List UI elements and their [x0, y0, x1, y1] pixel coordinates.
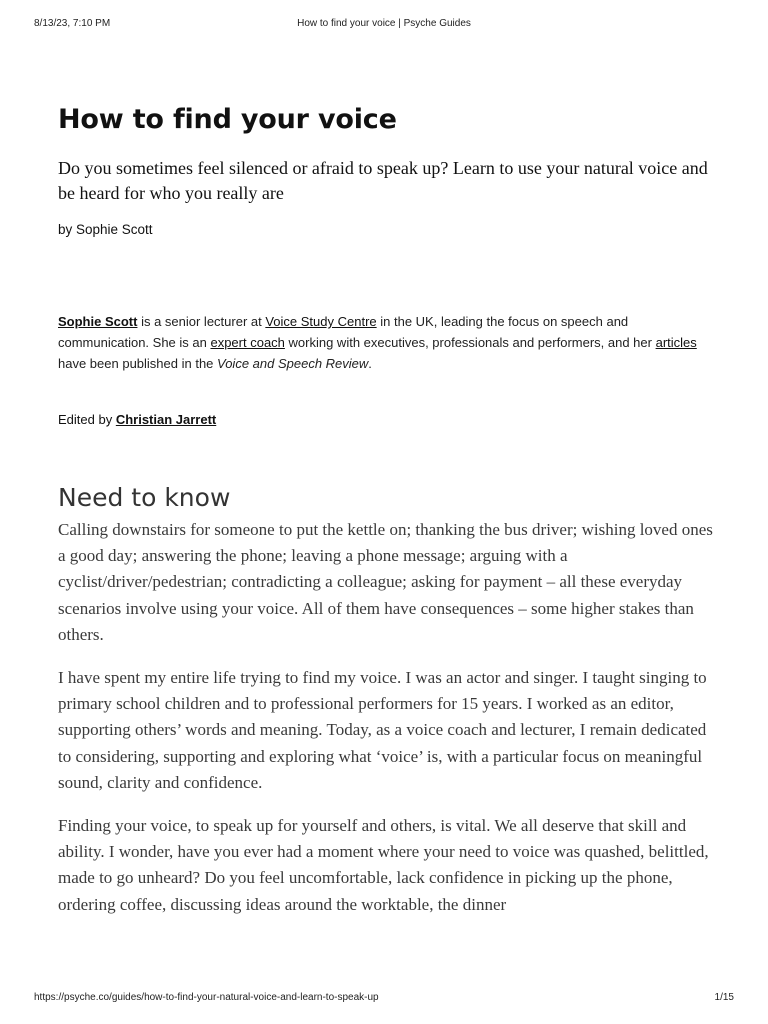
articles-link[interactable]: articles	[655, 335, 697, 350]
body-paragraph: Finding your voice, to speak up for yourself and others, is vital. We all deserve that skill and ability. I wonder, have you ever had a moment where your need to voice was quashed, belittled, made to go unheard? Do you feel uncomfortable, lack confidence in picking up the phone, ordering coffee, discussing ideas around the worktable, the dinner	[58, 816, 709, 914]
body-paragraph: I have spent my entire life trying to find my voice. I was an actor and singer. I taught singing to primary school children and to professional performers for 15 years. I worked as an editor, supporting others’ words and meaning. Today, as a voice coach and lecturer, I remain dedicated to considering, supporting and exploring what ‘voice’ is, with a particular focus on meaningful sound, clarity and confidence.	[58, 668, 707, 792]
article	[58, 100, 718, 935]
author-bio	[58, 311, 718, 374]
editor-link[interactable]: Christian Jarrett	[115, 412, 217, 427]
bio-text: have been published in the	[58, 356, 218, 371]
bio-text: working with executives, professionals and performers, and her	[284, 335, 656, 350]
editor-prefix: Edited by	[58, 412, 116, 427]
article-body	[58, 517, 718, 918]
bio-text: is a senior lecturer at	[137, 314, 266, 329]
editor-credit	[58, 410, 718, 430]
print-footer	[0, 992, 768, 1006]
print-page-number: 1/15	[714, 992, 734, 1003]
article-title: How to find your voice	[58, 104, 397, 135]
bio-text: in the UK, leading the focus on speech and communication. She is an	[58, 314, 629, 350]
print-page-title: How to find your voice | Psyche Guides	[297, 18, 471, 29]
print-datetime: 8/13/23, 7:10 PM	[34, 18, 111, 29]
voice-study-centre-link[interactable]: Voice Study Centre	[265, 314, 377, 329]
print-url: https://psyche.co/guides/how-to-find-your-natural-voice-and-learn-to-speak-up	[34, 992, 379, 1003]
body-paragraph: Calling downstairs for someone to put the kettle on; thanking the bus driver; wishing loved ones a good day; answering the phone; leaving a phone message; arguing with a cyclist/driver/pedestrian; contradicting a colleague; asking for payment – all these everyday scenarios involve using your voice. All of them have consequences – some higher stakes than others.	[58, 520, 713, 644]
section-heading-need-to-know: Need to know	[58, 483, 231, 512]
author-link[interactable]: Sophie Scott	[58, 314, 138, 329]
journal-name: Voice and Speech Review	[217, 356, 369, 371]
print-header	[0, 18, 768, 32]
article-subtitle: Do you sometimes feel silenced or afraid to speak up? Learn to use your natural voice and be heard for who you really are	[58, 158, 708, 203]
expert-coach-link[interactable]: expert coach	[210, 335, 285, 350]
byline: by Sophie Scott	[58, 222, 153, 237]
bio-text: .	[368, 356, 372, 371]
